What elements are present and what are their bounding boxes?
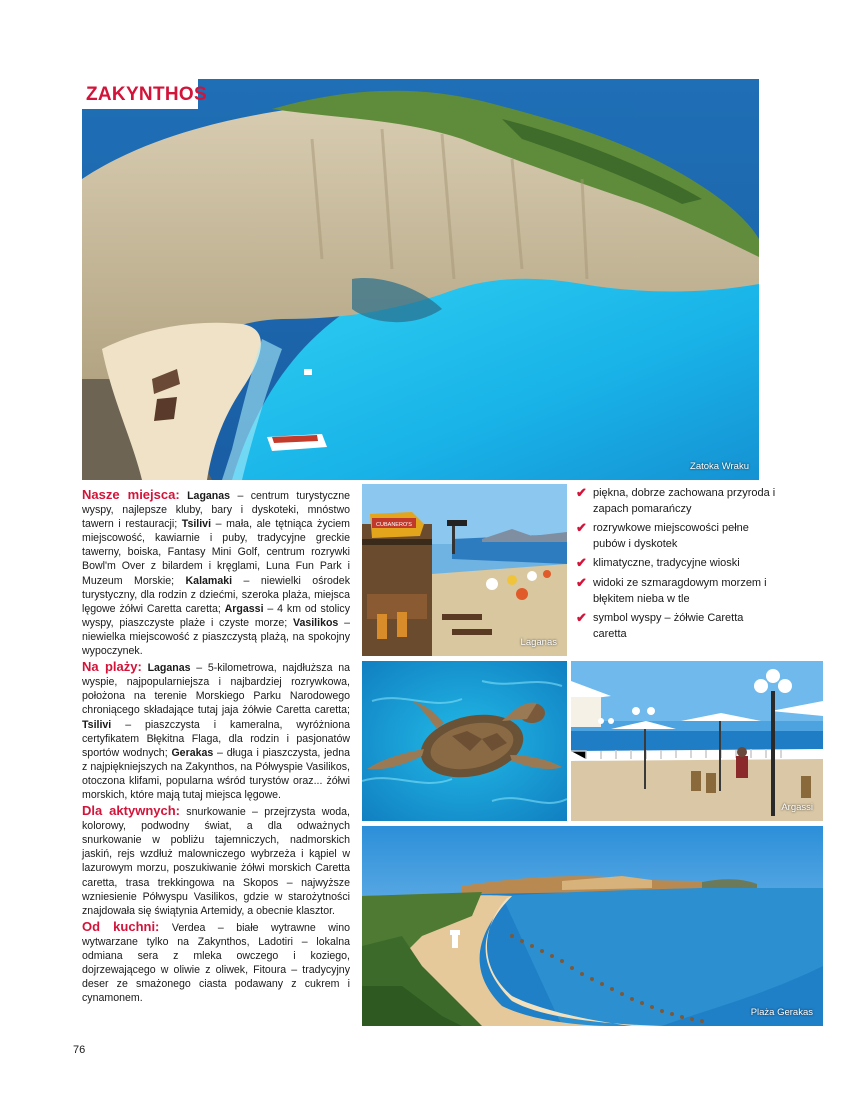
kitchen-text: Verdea – białe wytrawne wino wytwarzane tylko na Zakynthos, Ladotiri – lokalna odmiana sera z mleka owczego i koziego, dojrzewającego w oliwie z oliwek, Fitoura – tradycyjny deser ze smażonego ciasta podawany z cukrem i cynamonem. <box>82 921 350 1005</box>
kitchen-paragraph <box>82 920 350 1006</box>
check-icon: ✔ <box>576 610 587 626</box>
feature-item <box>576 556 776 572</box>
feature-item <box>576 576 776 607</box>
argassi-caption: Argassi <box>781 802 813 813</box>
kitchen-heading: Od kuchni: <box>82 918 160 934</box>
place-kalamaki: Kalamaki <box>185 574 233 587</box>
page-title: ZAKYNTHOS <box>86 84 207 105</box>
main-photo-caption: Zatoka Wraku <box>690 461 749 472</box>
places-text: – centrum turystyczne wyspy, najlepsze kluby, bary i dyskoteki, mnóstwo tawern i restauracji; <box>82 490 350 531</box>
places-text: – niewielka miejscowość z piaszczystą plażą, na spokojny wypoczynek. <box>82 616 350 658</box>
feature-text: symbol wyspy – żółwie Caretta caretta <box>593 612 744 640</box>
main-photo-shipwreck-bay <box>82 79 759 480</box>
places-text: – niewielki ośrodek turystyczny, dla rodzin z dziećmi, szeroka plaża, miejsca lęgowe żółwi Caretta caretta; <box>82 574 350 615</box>
turtle-photo <box>362 661 567 821</box>
bar-sign-text: CUBANERO'S <box>376 522 412 528</box>
check-icon: ✔ <box>576 520 587 536</box>
page-number: 76 <box>73 1044 86 1056</box>
beaches-text: – 5-kilometrowa, najdłuższa na wyspie, najpopularniejsza i najbardziej rozrywkowa, położona na terenie Morskiego Parku Narodowego chroniącego składające tutaj jaja żółwie Caretta caretta; <box>82 662 350 717</box>
laganas-caption: Laganas <box>520 637 557 648</box>
feature-text: klimatyczne, tradycyjne wioski <box>593 557 740 570</box>
beach-tsilivi: Tsilivi <box>82 718 112 731</box>
place-laganas: Laganas <box>187 490 231 502</box>
active-text: snurkowanie – przejrzysta woda, kolorowy, podwodny świat, a dla odważnych snurkowanie w pobliżu tajemniczych, nadmorskich jaskiń, rejs wzdłuż malowniczego wybrzeża i kąpiel w lazurowym morzu, poszukiwanie żółwi morskich Caretta caretta, trasa trekkingowa na Skopos – najwyższe wzniesienie Półwyspu Vasilikos, gdzie w starożytności znajdowała się świątynia Artemidy, a obecnie klasztor. <box>82 806 350 917</box>
places-heading: Nasze miejsca: <box>82 487 180 502</box>
beaches-paragraph <box>82 660 350 802</box>
feature-text: piękna, dobrze zachowana przyroda i zapach pomarańczy <box>593 487 776 515</box>
place-vasilikos: Vasilikos <box>292 616 339 629</box>
beach-laganas: Laganas <box>147 662 191 675</box>
places-text: – mała, ale tętniąca życiem miejscowość, kawiarnie i puby, tradycyjne greckie tawerny, boiska, Fantasy Mini Golf, centrum rozrywki Bowl'm Over z bilardem i kręglami, Luna Fun Park i Muzeum Morskie; <box>82 518 351 587</box>
argassi-photo <box>571 661 823 821</box>
feature-item <box>576 611 776 642</box>
laganas-photo <box>362 484 567 656</box>
title-box <box>82 79 207 109</box>
check-icon: ✔ <box>576 485 587 500</box>
places-paragraph <box>82 488 350 658</box>
features-list <box>576 486 776 646</box>
check-icon: ✔ <box>576 555 587 571</box>
places-text: – 4 km od stolicy wyspy, piaszczyste plaże i czyste morze; <box>82 602 350 629</box>
feature-item <box>576 486 776 517</box>
beaches-text: – długa i piaszczysta, jedna z najpiękniejszych na Zakynthos, na Półwyspie Vasilikos, otoczona klifami, popularna wśród turystów oraz... żółwi morskich, które mają tutaj miejsca lęgowe. <box>82 746 350 801</box>
beaches-heading: Na plaży: <box>82 659 142 675</box>
body-text <box>82 488 350 1007</box>
gerakas-photo <box>362 826 823 1026</box>
feature-text: widoki ze szmaragdowym morzem i błękitem nieba w tle <box>593 576 767 605</box>
place-argassi: Argassi <box>224 602 264 615</box>
gerakas-caption: Plaża Gerakas <box>750 1007 813 1018</box>
place-tsilivi: Tsilivi <box>181 518 212 531</box>
beach-gerakas: Gerakas <box>171 746 214 759</box>
active-paragraph <box>82 804 350 918</box>
check-icon: ✔ <box>576 574 587 590</box>
beaches-text: – piaszczysta i kameralna, wyróżniona certyfikatem Błękitna Flaga, dla rodzin i pasjonatów sportów wodnych; <box>82 718 350 759</box>
feature-text: rozrywkowe miejscowości pełne pubów i dyskotek <box>593 522 749 550</box>
active-heading: Dla aktywnych: <box>82 803 180 819</box>
feature-item <box>576 521 776 552</box>
